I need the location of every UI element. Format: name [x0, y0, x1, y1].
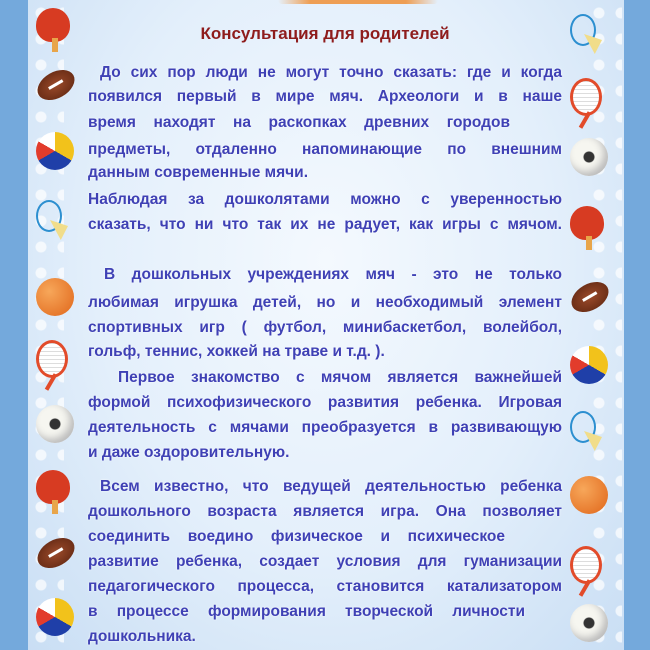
page-title: Консультация для родителей — [200, 24, 450, 43]
text-line: педагогического процесса, становится катализатором — [88, 578, 562, 595]
text-line: и даже оздоровительную. — [88, 444, 290, 461]
text-line: соединить воедино физическое и психическое — [88, 528, 505, 545]
text-line: формой психофизического развития ребенка. Игровая — [88, 394, 562, 411]
text-line: в процессе формирования творческой личности — [88, 603, 525, 620]
text-line: сказать, что ни что так их не радует, как игры с мячом. — [88, 216, 562, 233]
cropped-heading-decoration — [278, 0, 438, 4]
text-line: развитие ребенка, создает условия для гуманизации — [88, 553, 562, 570]
volleyball-icon — [36, 598, 74, 636]
text-line: Первое знакомство с мячом является важнейшей — [118, 369, 562, 386]
tennis-racket-icon — [570, 78, 602, 116]
text-line: время находят на раскопках древних городов — [88, 114, 510, 131]
tennis-racket-icon — [570, 546, 602, 584]
basketball-icon — [36, 278, 74, 316]
tennis-racket-icon — [36, 340, 68, 378]
text-line: деятельность с мячами преобразуется в развивающую — [88, 419, 562, 436]
volleyball-icon — [36, 132, 74, 170]
badminton-icon — [36, 200, 62, 232]
ping-pong-icon — [36, 470, 70, 504]
text-line: данным современные мячи. — [88, 164, 309, 181]
soccer-ball-icon — [570, 138, 608, 176]
text-line: До сих пор люди не могут точно сказать: где и когда — [100, 64, 562, 81]
text-line: спортивных игр ( футбол, минибаскетбол, волейбол, — [88, 319, 562, 336]
ping-pong-icon — [36, 8, 70, 42]
text-line: Наблюдая за дошколятами можно с уверенностью — [88, 191, 562, 208]
text-line: дошкольного возраста является игра. Она позволяет — [88, 503, 562, 520]
soccer-ball-icon — [36, 405, 74, 443]
basketball-icon — [570, 476, 608, 514]
text-line: Всем известно, что ведущей деятельностью ребенка — [100, 478, 562, 495]
soccer-ball-icon — [570, 604, 608, 642]
volleyball-icon — [570, 346, 608, 384]
ping-pong-icon — [570, 206, 604, 240]
badminton-icon — [570, 411, 596, 443]
text-line: гольф, теннис, хоккей на траве и т.д. ). — [88, 343, 385, 360]
text-line: В дошкольных учреждениях мяч - это не только — [104, 266, 562, 283]
text-line: дошкольника. — [88, 628, 196, 645]
text-line: появился первый в мире мяч. Археологи и в наше — [88, 88, 562, 105]
badminton-icon — [570, 14, 596, 46]
text-line: любимая игрушка детей, но и необходимый элемент — [88, 294, 562, 311]
text-line: предметы, отдаленно напоминающие по внешним — [88, 141, 562, 158]
